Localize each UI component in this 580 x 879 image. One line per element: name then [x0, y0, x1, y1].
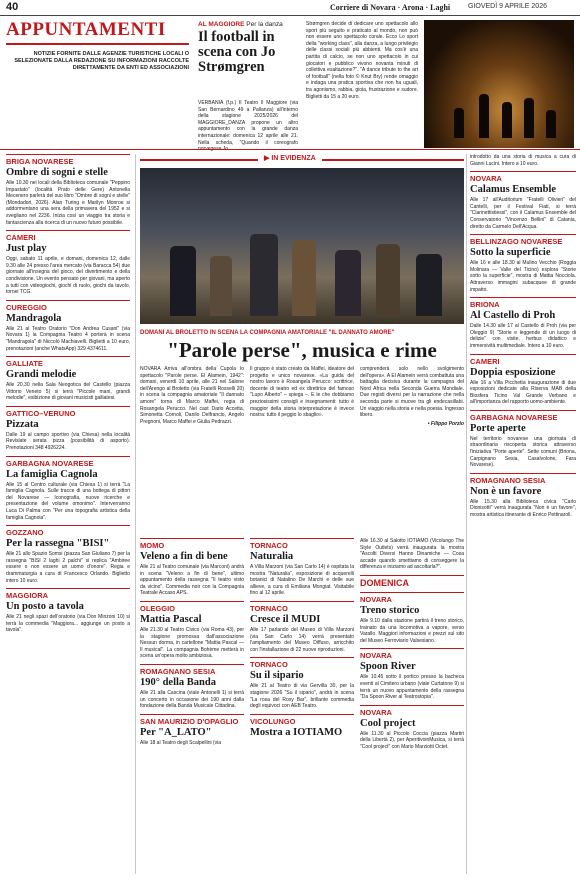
- middle-listings-1: [140, 534, 244, 746]
- listing-body: Alle 21 negli spazi dell'oratorio (via Don Minzoni 10) si terrà la commedia "Maggiora... aggiunge un posto a tavola".: [6, 614, 130, 634]
- listing-town: OLEGGIO: [140, 601, 244, 613]
- listing-town: TORNACO: [250, 538, 354, 550]
- listing-title: Doppia esposizione: [470, 366, 556, 378]
- listing-town: CAMERI: [6, 230, 130, 242]
- listing-title: Mostra a IOTIAMO: [250, 726, 343, 738]
- listing-town: GARBAGNA NOVARESE: [6, 456, 130, 468]
- top-article-col2: Strømgren decide di dedicare uno spettacolo allo sport più seguito e praticato al mondo, non può non essere uno spettacolo corale. Ecco Lo sport della "working class", alla danza, a lungo privilegio delle classi sociali più abbienti. Ma cos'è una partita di calcio, se non uno spettacolo in cui giocatori e pubblico vivono novanta minuti di collettiva esaltazione?". "A dance tribute to the art of football" (nella foto © Knut Bry) rende omaggio e indaga una pratica sportiva che non ha uguali, tra agonismo, rabbia, gioia, frustrazione e sudore. Biglietti da 15 a 20 euro.: [306, 21, 418, 100]
- listing-body: A Villa Marzoni (via San Carlo 14) è ospitata la mostra "Naturalia", esposizione di acquerelli botanici di Natalino De Marchi e delle sue allieve, a cura di Emiliana Mongiat. Visitabile fino al 12 aprile.: [250, 564, 354, 597]
- listing-town: MAGGIORA: [6, 588, 130, 600]
- column-rule: [135, 154, 136, 874]
- listing-town: NOVARA: [360, 648, 464, 660]
- top-article-col1: VERBANIA (f.p.) Il Teatro Il Maggiore (via San Bernardino 49 a Pallanza) all'interno della stagione 2025/2026 del MAGGIORE_DANZA propone un altro appuntamento con la grande danza internazionale: domenica 12 aprile alle 21. Nella scheda, "Quando il coreografo: [198, 100, 298, 146]
- listing-title: Sotto la superficie: [470, 247, 551, 259]
- listing-title: Veleno a fin di bene: [140, 551, 228, 562]
- listing-body: Alle 15.30 alla Biblioteca civica "Carlo Dionisotti" verrà inaugurata "Non è un favore", mostra artistica itinerante di Enrico Pettinaroli.: [470, 498, 576, 519]
- issue-date: GIOVEDÌ 9 APRILE 2026: [468, 3, 547, 10]
- day-heading: DOMENICA: [360, 575, 464, 588]
- listing-body: Alle 9.10 dalla stazione partirà il treno storico, trainato da una locomotiva a vapore, verso Varallo. Maggiori informazioni e prezzi sul sito del Museo Ferroviario Valsesiano.: [360, 617, 464, 644]
- listing-body: Alle 20.30 nella Sala Neogotica del Castello (piazza Vittorio Veneto 5) si terrà "Piccole mani, grandi melodie", esibizione di giovani musicisti galliatesi.: [6, 382, 130, 402]
- listing-body: Dalle 14.30 alle 17 al Castello di Proh (via per Oleggio 9) "Storie e leggende di un luogo di delizie" con visite, herbus didattico e immersività multimediale. Intero a 10 euro.: [470, 323, 576, 349]
- listing-title: Treno storico: [360, 604, 420, 616]
- section-divider: [0, 149, 580, 150]
- listing-body: Alle 16.30 al Salotto IOTIAMO (Vicolungo The Style Outlets) verrà inaugurata la mostra "Ascolti Diversi Hanno Dinamiche — Cosa accade quando smettiamo di conseggere la differenza e iniziamo ad ascoltarla?".: [360, 538, 464, 571]
- main-article-col1: NOVARA Arriva all'ombra della Cupola lo spettacolo "Parole perse. El Alamein, 1942": domani, venerdì 10 aprile, alle 21 nel Salone dell'Arengo al Broletto (via Fratelli Rosselli 20) in scena la compagnia amatoriale "Il dannato amore" torna di Marco Maffei, regia di Rosangela Perucco. Nel cast Dario Accetta, Simonetta Cornoli, Danilo Delfrancio, Angelo Pregnoni, Marco Maffei e Giulia Pedrazzi.: [140, 366, 244, 425]
- middle-listings-2: [250, 534, 354, 740]
- listing-body: Alle 10.30 nei locali della Biblioteca comunale "Peppino Impastato" (località Prato delle Gere) Antonella Mecenero parlerà del suo libro "Ombre di sogni e stelle" (Mondadori, 2026). Alan Turing e Marilyn Monroe si addormentano una sera della primavera del 1952 e si svegliano nel 2236. Inizia così un viaggio tra storia e fantascienza alla ricerca di un nuovo futuro possibile.: [6, 180, 130, 226]
- listing-town: ROMAGNANO SESIA: [140, 664, 244, 676]
- listing-town: TORNACO: [250, 601, 354, 613]
- listing-body: Alle 17 parlando del Museo di Villa Marzoni (via San Carlo 14) verrà presentato l'ampliamento del Museo Diffuso, arricchito con l'installazione di 22 nuove riproduzioni.: [250, 626, 354, 653]
- section-title-box: [6, 19, 189, 72]
- listing-title: Mattia Pascal: [140, 613, 202, 625]
- main-article-kicker: DOMANI AL BROLETTO IN SCENA LA COMPAGNIA AMATORIALE "IL DANNATO AMORE": [140, 330, 395, 336]
- listing-town: ROMAGNANO SESIA: [470, 473, 576, 485]
- listing-town: GARBAGNA NOVARESE: [470, 410, 576, 422]
- listing-body: Alle 17 all'Auditorium "Fratelli Olivieri" del Cantelli, per il Festival Fiati, si terrà "Clarinettistiessi", con il Calamus Ensemble del Conservatorio "Vincenzo Bellini" di Catania, diretto da Carmelo Dell'Acqua.: [470, 197, 576, 230]
- middle-listings-3: [360, 534, 464, 751]
- listing-town: BELLINZAGO NOVARESE: [470, 234, 576, 246]
- listing-title: Su il sipario: [250, 670, 304, 682]
- listing-title: Naturalia: [250, 551, 294, 562]
- section-subtitle: NOTIZIE FORNITE DALLE AGENZIE TURISTICHE LOCALI O SELEZIONATE DALLA REDAZIONE SU INFORMAZIONI RACCOLTE DIRETTAMENTE DA ENTI ED ASSOCIAZIONI: [14, 51, 189, 71]
- listing-body: Alle 21 al Teatro Oratorio "Don Andrea Cusani" (via Novara 1) la Compagnia Teatro 4 porterà in scena "Mandragola" di Niccolò Machiavelli. Biglietti a 10 euro, prenotazioni (anche WhatsApp) 329 4374611.: [6, 325, 130, 352]
- newspaper-name: Corriere di Novara · Arona · Laghi: [330, 3, 451, 12]
- listing-town: SAN MAURIZIO D'OPAGLIO: [140, 714, 244, 726]
- listing-title: Per la rassegna "BISI": [6, 538, 110, 550]
- listing-body: Alle 21 allo Spazio Somsi (piazza San Giuliano 7) per la rassegna "BISI 2 laghi 2 palchi" si replica "Ambiree essere o non essere un uomo d'onore". Regia e drammaturgia a cura di Francesco Orlando. Biglietto intero 10 euro.: [6, 551, 130, 584]
- listing-town: NOVARA: [360, 705, 464, 717]
- listing-body: Alle 11.30 al Piccolo Coccia (piazza Martiri della Libertà 2), per AperitivoinMusica, si terrà "Cool project" con Mario Marziotti Octet.: [360, 730, 464, 750]
- theatre-photo: [140, 168, 464, 324]
- listing-body: Alle 21 al Teatro di via Gervilla 30, per la stagione 2026 "Su il sipario", andrà in scena "La rosa del Roxy Bar", brillante commedia degli equivoci con AEB Teatro.: [250, 683, 354, 710]
- listing-body: Alle 10.45 sotto il portico presso la bacheca eventi al Cimitero urbano (viale Curtatone 9) si terrà un nuovo appuntamento della rassegna "Da Spoon River al Teatrostopia".: [360, 674, 464, 701]
- dance-photo: [424, 20, 574, 148]
- section-title: APPUNTAMENTI: [6, 19, 189, 45]
- listing-body: Alle 21 al Teatro comunale (via Marconi) andrà in scena "Veleno a fin di bene", ultimo appuntamento della rassegna "Il teatro visto da vicino". Commedia noir con la Compagnia Teatrale Accaso APS.: [140, 564, 244, 597]
- listing-title: Un posto a tavola: [6, 601, 84, 613]
- listing-title: Pizzata: [6, 418, 39, 430]
- top-article-kicker: AL MAGGIORE Per la danza: [198, 21, 283, 28]
- main-article-col2: Il gruppo è stato creato da Maffei, ideatore del progetto e unico novarese. «La guida del nostro lavoro è Rosangela Perucco: scrittrice, docente di teatro ed ex direttrice del famoso "Lupo Alberto" – spiega –. E le che dobbiamo preziosissimi consigli e insegnamenti: tutto è maggior della storia interpretazione è invece nostra: tutto il peggio lo sbaglio».: [250, 366, 354, 419]
- listing-body: Oggi, sabato 11 aprile, e domani, domenica 12, dalle 9.30 alle 24 presso l'area mercato (via Baracca 54) due giornate all'insegna del gioco, del divertimento e della condivisione. Un evento pensato per giovani, ma aperto a tutti con videogiochi, giochi di ruolo, giochi da tavolo, tornei TCG.: [6, 256, 130, 296]
- listing-title: Ombre di sogni e stelle: [6, 167, 108, 178]
- listing-town: NOVARA: [470, 171, 576, 183]
- listing-title: Mandragola: [6, 312, 62, 324]
- page-number: 40: [6, 1, 19, 13]
- listing-town: NOVARA: [360, 592, 464, 604]
- listing-town: CAMERI: [470, 354, 576, 366]
- article-signature: • Filippo Porzio: [427, 420, 464, 427]
- listing-title: La famiglia Cagnola: [6, 468, 98, 480]
- listing-body: Alle 21.30 al Teatro Civico (via Roma 43), per la stagione promossa dall'associazione Nessun dorma, in cartellone "Mattia Pascal — Il musical". La compagnia Bohème metterà in scena un'opera molto ambiziosa.: [140, 626, 244, 660]
- in-evidenza-banner: [140, 154, 464, 166]
- listing-title: Calamus Ensemble: [470, 184, 557, 196]
- main-article-title: "Parole perse", musica e rime: [167, 338, 437, 362]
- main-article-col3: comprenderà solo nello svolgimento dell'opera». A El Alamein verrà combattuta una battaglia decisiva durante la campagna del Nord Africa nella Seconda Guerra Mondiale. Due registi diversi per la narrazione che nella seconda parte si muove tra gli endecasillabi. Un viaggio nella storia e nella poesia. Ingresso libero.: [360, 366, 464, 419]
- top-article-title: Il football in scena con Jo Strømgren: [198, 29, 276, 75]
- listing-title: Al Castello di Proh: [470, 310, 556, 322]
- listing-town: VICOLUNGO: [250, 714, 354, 726]
- listing-town: BRIGA NOVARESE: [6, 154, 130, 166]
- listing-town: TORNACO: [250, 657, 354, 669]
- listing-title: Spoon River: [360, 661, 416, 673]
- column-rule: [466, 154, 467, 874]
- listing-body: Alle 21 alla Cascina (viale Antonelli 1) si terrà un concerto in occasione dei 190 anni dalla fondazione della Banda Musicale Cittadina.: [140, 689, 244, 710]
- in-evidenza-label: ▶ IN EVIDENZA: [258, 154, 322, 162]
- listing-town: GATTICO–VERUNO: [6, 406, 130, 418]
- listing-body: Alle 16 e alle 18.30 al Mulino Vecchio (Roggia Molinara — Valle del Ticino) esplora "Storie sotto la superficie", mostra di Mattia Nocciola. Attraverso immagini subacquee di grande impatto.: [470, 260, 576, 293]
- listing-title: Non è un favore: [470, 485, 542, 497]
- listing-town: GALLIATE: [6, 356, 130, 368]
- listing-body: Alle 15 al Centro culturale (via Chiesa 1) si terrà "La famiglia Cagnola. Sulle tracce di una bottega di pittori del Novarese — Iconografia, nuove ricerche e presentazione del volume omonimo". Interverranno Luca Di Palma con "Per una topografia artistica della famiglia Cagnola".: [6, 481, 130, 521]
- listing-title: Porte aperte: [470, 422, 526, 434]
- right-listings: [470, 154, 576, 519]
- listing-body: Alle 16 a Villa Picchetta inaugurazione di due esposizioni dedicate alla Riserva MAB della Biosfera Ticino Val Grande Verbano e all'importanza del rapporto uomo-ambiente.: [470, 379, 576, 406]
- listing-title: Grandi melodie: [6, 369, 77, 381]
- page-header: [0, 0, 580, 16]
- listing-body: Alle 18 al Teatro degli Scalpellini (via: [140, 739, 222, 746]
- top-article-header: [198, 21, 302, 75]
- listing-title: 190° della Banda: [140, 676, 216, 688]
- listing-title: Cool project: [360, 717, 416, 729]
- listing-body: Dalle 19 al campo sportivo (via Chiesa) nella località Revislate serata pizza (possibilità di asporto). Prenotazioni 348 4926224.: [6, 431, 130, 452]
- listing-town: MOMO: [140, 538, 244, 550]
- main-article-col3-wrap: [360, 366, 464, 427]
- listing-body: Nel territorio novarese una giornata di straordinaria riscoperta storica attraverso l'iniziativa "Porte aperte". Sette comuni (Briona, Carpignano Sesia, Casalvolone, Fara Novarese).: [470, 435, 576, 469]
- listing-town: CUREGGIO: [6, 300, 130, 312]
- listing-title: Cresce il MUDI: [250, 613, 321, 625]
- listing-title: Just play: [6, 243, 47, 255]
- listing-body: introdotto da una storia di musica a cura di Gianni Lucini. Intero a 10 euro.: [470, 154, 576, 167]
- left-listings: [6, 154, 130, 634]
- listing-title: Per "A_LATO": [140, 726, 212, 738]
- listing-town: BRIONA: [470, 297, 576, 309]
- listing-town: GOZZANO: [6, 525, 130, 537]
